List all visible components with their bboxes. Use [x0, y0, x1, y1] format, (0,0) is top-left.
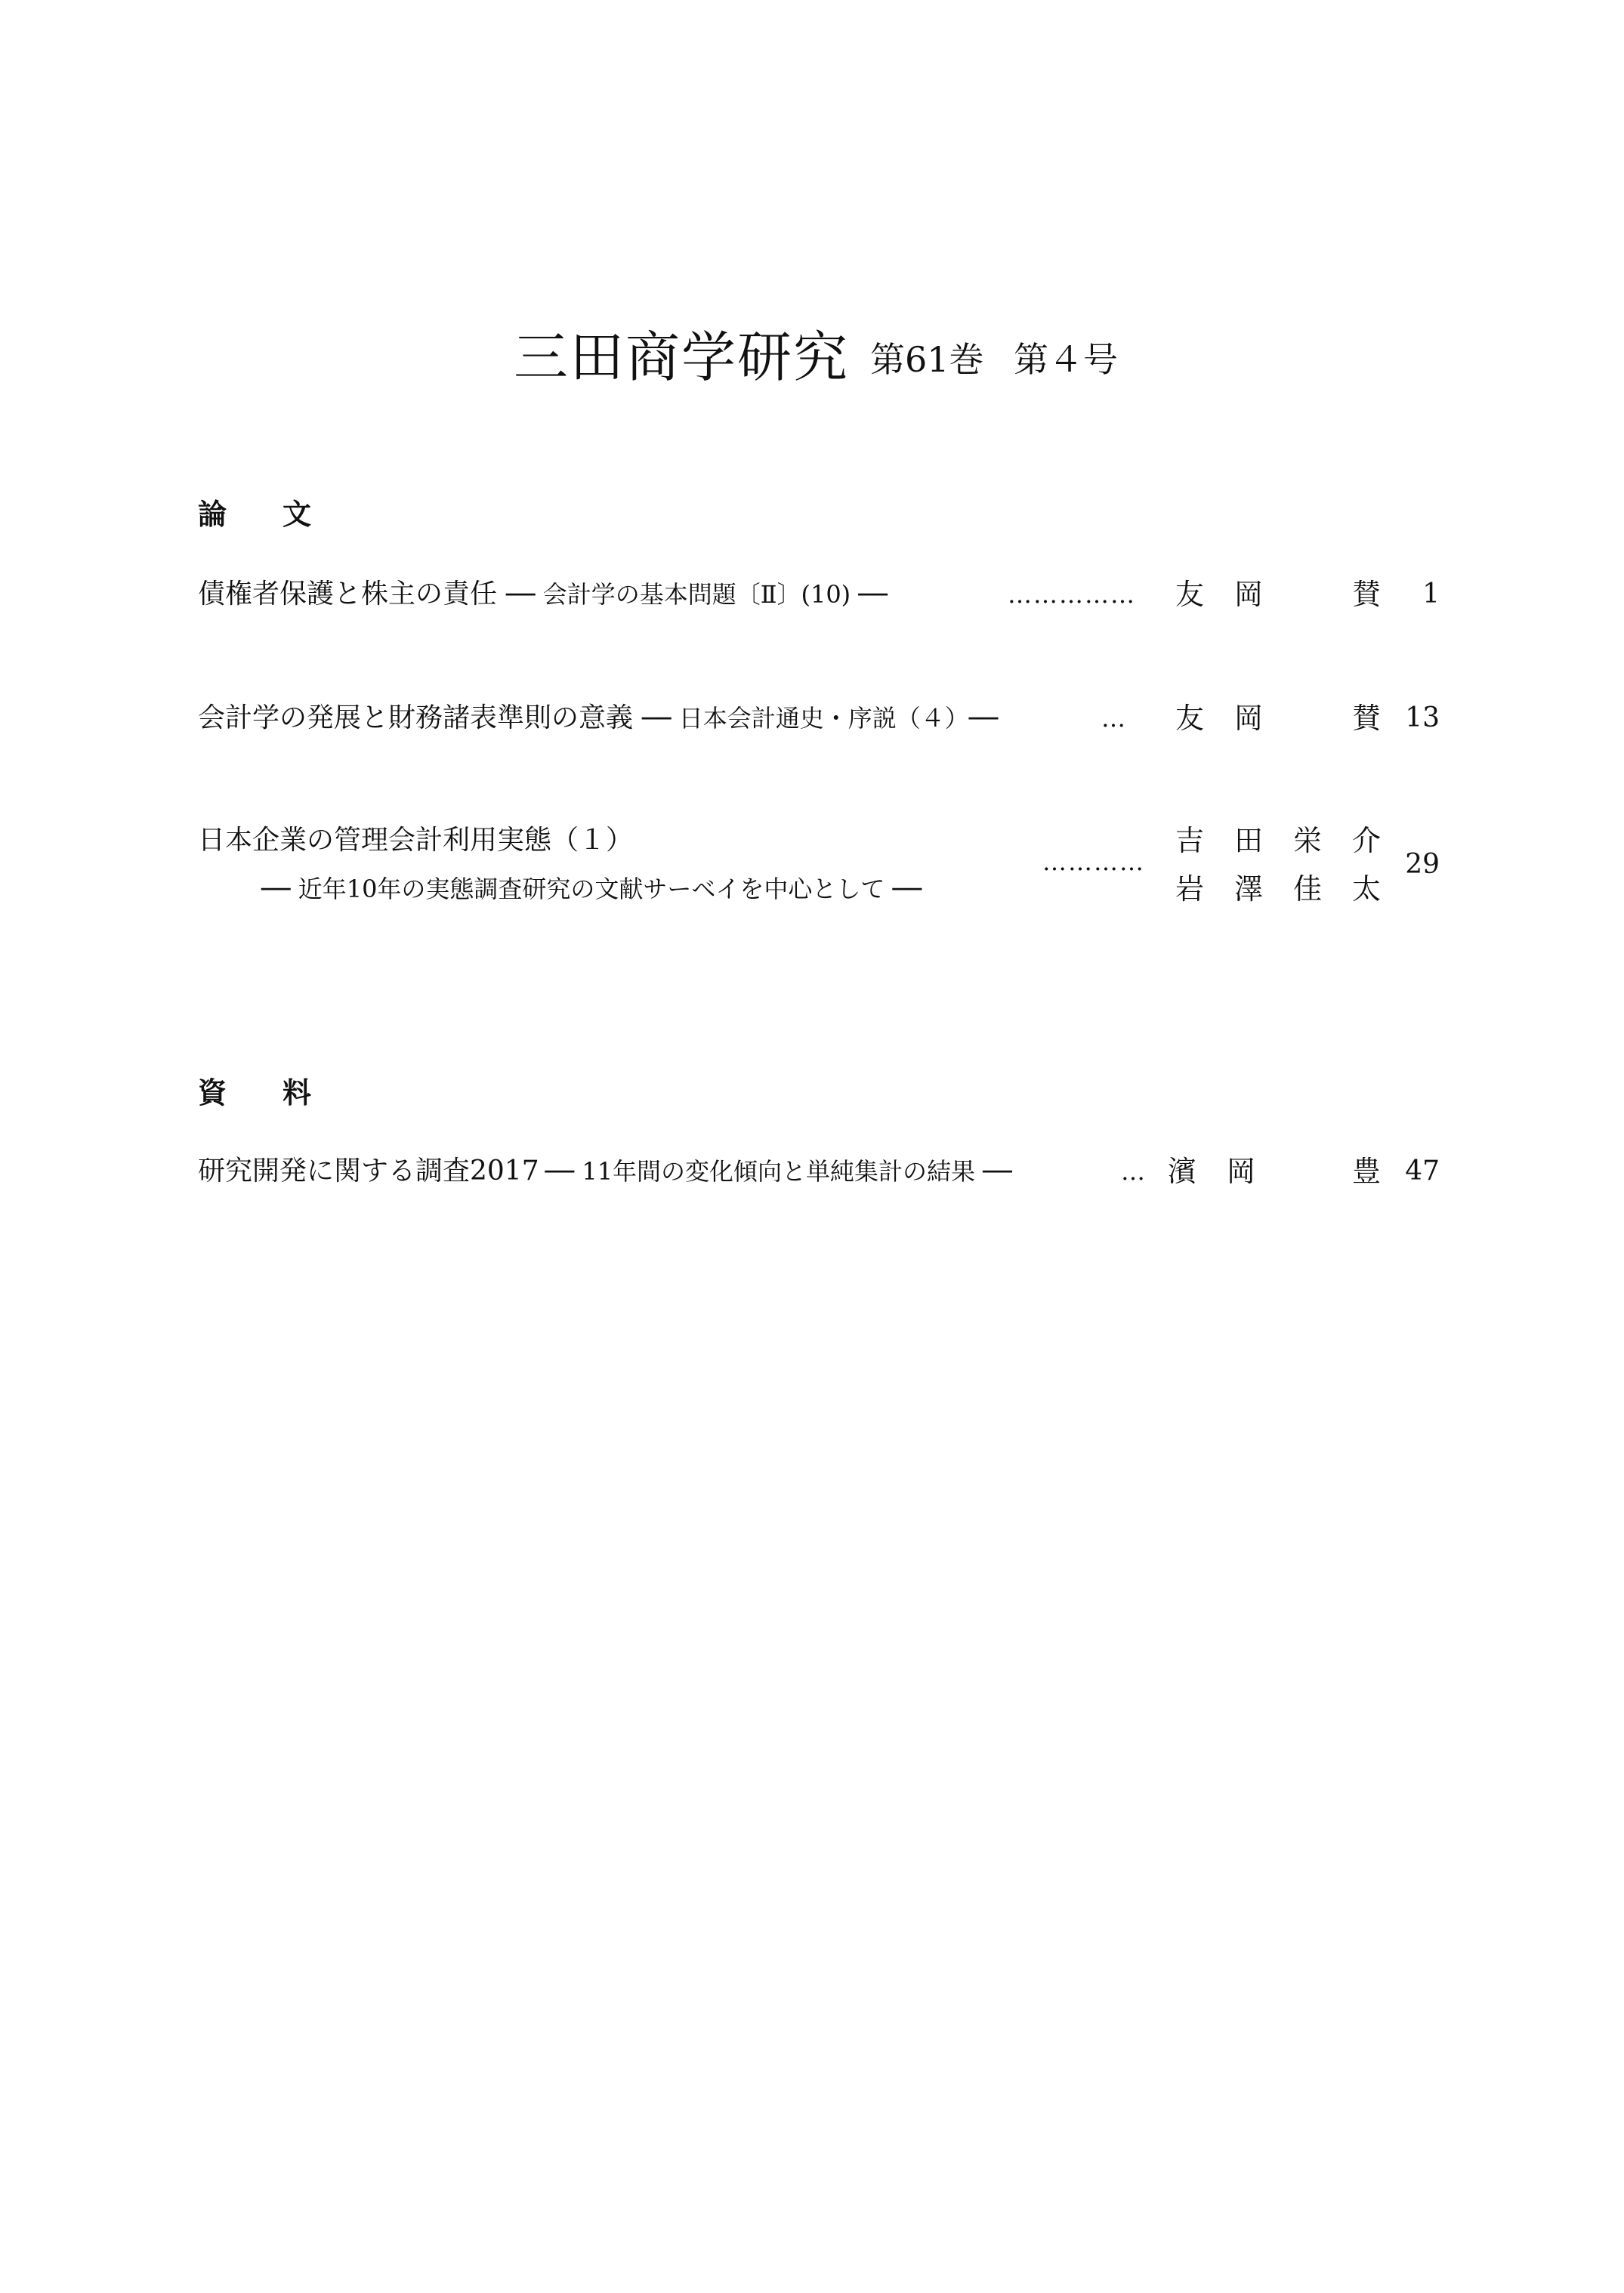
- dot-leader: …: [1101, 704, 1127, 733]
- page-number: 29: [1405, 849, 1440, 880]
- author-name-char: 太: [1352, 872, 1382, 906]
- entry-subtitle: ── 近年10年の実態調査研究の文献サーベイを中心として ──: [261, 875, 922, 903]
- toc-entry-title[interactable]: [198, 699, 998, 737]
- entry-subtitle: ── 11年間の変化傾向と単純集計の結果 ──: [545, 1157, 1012, 1186]
- author-name-char: 吉: [1175, 824, 1205, 857]
- journal-title: 三田商学研究: [514, 326, 850, 389]
- toc-entry-title[interactable]: [198, 576, 888, 613]
- dot-leader: …………: [1042, 847, 1145, 876]
- entry-subtitle: ── 会計学の基本問題〔Ⅱ〕(10) ──: [506, 580, 888, 609]
- author-name-char: 岡: [1227, 1155, 1256, 1188]
- author-name-char: 豊: [1352, 1155, 1382, 1188]
- entry-main-title: 日本企業の管理会計利用実態（１）: [198, 825, 634, 856]
- dot-leader: …: [1121, 1157, 1147, 1186]
- issue-number: 第４号: [1014, 339, 1118, 380]
- entry-main-title: 会計学の発展と財務諸表準則の意義: [198, 702, 634, 733]
- entry-main-title: 研究開発に関する調査2017: [198, 1156, 539, 1187]
- entry-main-title: 債権者保護と株主の責任: [198, 579, 498, 610]
- author-name-char: 介: [1352, 824, 1382, 857]
- dot-leader: ……………: [1008, 580, 1136, 609]
- section-heading-materials: 資料: [198, 1076, 368, 1109]
- author-name-char: 賛: [1352, 702, 1382, 735]
- page-number: 47: [1405, 1156, 1440, 1187]
- author-name-char: 田: [1234, 824, 1264, 857]
- toc-entry-subtitle-line: [261, 870, 922, 908]
- page-number: 13: [1405, 702, 1440, 733]
- author-name-char: 岡: [1234, 702, 1264, 735]
- page-number: 1: [1422, 579, 1440, 610]
- volume-number: 第61巻: [870, 339, 984, 380]
- author-name-char: 友: [1175, 578, 1205, 611]
- author-name-char: 岩: [1175, 872, 1205, 906]
- entry-subtitle: ── 日本会計通史・序説（４）──: [642, 704, 999, 733]
- author-name-char: 賛: [1352, 578, 1382, 611]
- author-name-char: 佳: [1293, 872, 1323, 906]
- toc-entry-title[interactable]: [198, 1153, 1012, 1190]
- section-heading-articles: 論文: [198, 498, 368, 531]
- author-name-char: 濱: [1168, 1155, 1197, 1188]
- author-name-char: 栄: [1293, 824, 1323, 857]
- author-name-char: 友: [1175, 702, 1205, 735]
- toc-entry-title[interactable]: [198, 822, 633, 859]
- author-name-char: 岡: [1234, 578, 1264, 611]
- author-name-char: 澤: [1234, 872, 1264, 906]
